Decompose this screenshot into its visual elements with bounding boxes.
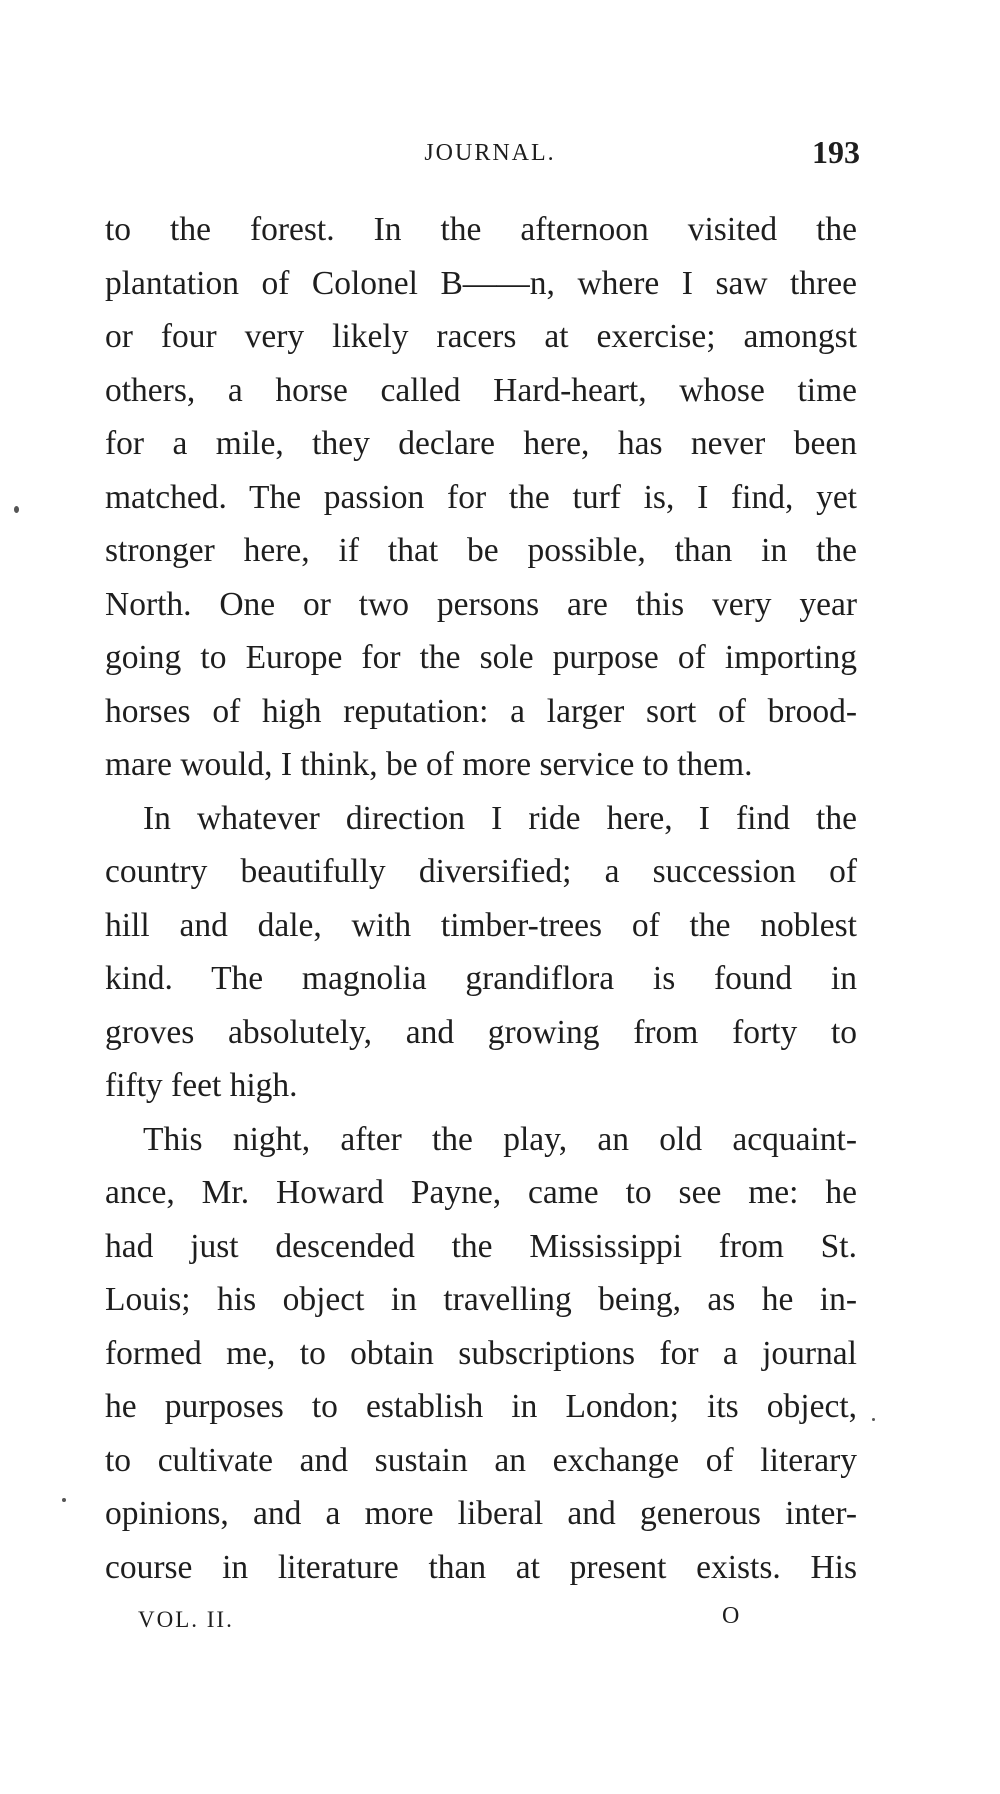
volume-mark: VOL. II. [138,1607,234,1632]
text-line: others, a horse called Hard-heart, whose time [105,371,857,409]
text-line: In whatever direction I ride here, I find the [143,799,857,837]
text-line: to the forest. In the afternoon visited the [105,211,857,248]
text-line: stronger here, if that be possible, than in the [105,532,857,569]
text-line: fifty feet high. [105,1067,298,1104]
text-line: country beautifully diversified; a succession of [105,853,857,890]
margin-speck [62,1498,66,1502]
margin-speck [872,1418,875,1421]
text-line: formed me, to obtain subscriptions for a journal [105,1334,857,1372]
text-line: North. One or two persons are this very year [105,585,857,623]
text-line: mare would, I think, be of more service to them. [105,746,753,783]
text-line: he purposes to establish in London; its object, [105,1388,857,1425]
text-line: course in literature than at present exists. His [105,1548,857,1586]
body-text [105,203,857,1594]
text-line: to cultivate and sustain an exchange of literary [105,1441,857,1479]
text-line: plantation of Colonel B——n, where I saw three [105,264,857,302]
text-line: or four very likely racers at exercise; amongst [105,318,857,355]
text-line: matched. The passion for the turf is, I find, yet [105,478,857,516]
text-line: ance, Mr. Howard Payne, came to see me: he [105,1174,857,1211]
text-line: opinions, and a more liberal and generous inter- [105,1495,857,1532]
page-number: 193 [812,134,860,170]
margin-speck [14,506,19,513]
signature-mark: O [722,1603,740,1629]
text-line: going to Europe for the sole purpose of importing [105,639,857,676]
text-line: hill and dale, with timber-trees of the noblest [105,906,857,944]
text-line: horses of high reputation: a larger sort of brood- [105,692,857,730]
text-line: for a mile, they declare here, has never been [105,425,857,462]
running-title: JOURNAL. [424,140,556,166]
text-line: This night, after the play, an old acquaint- [143,1120,857,1158]
text-line: groves absolutely, and growing from forty to [105,1013,857,1051]
text-line: had just descended the Mississippi from St. [105,1227,857,1265]
text-line: kind. The magnolia grandiflora is found in [105,960,857,997]
text-line: Louis; his object in travelling being, as he in- [105,1281,857,1318]
